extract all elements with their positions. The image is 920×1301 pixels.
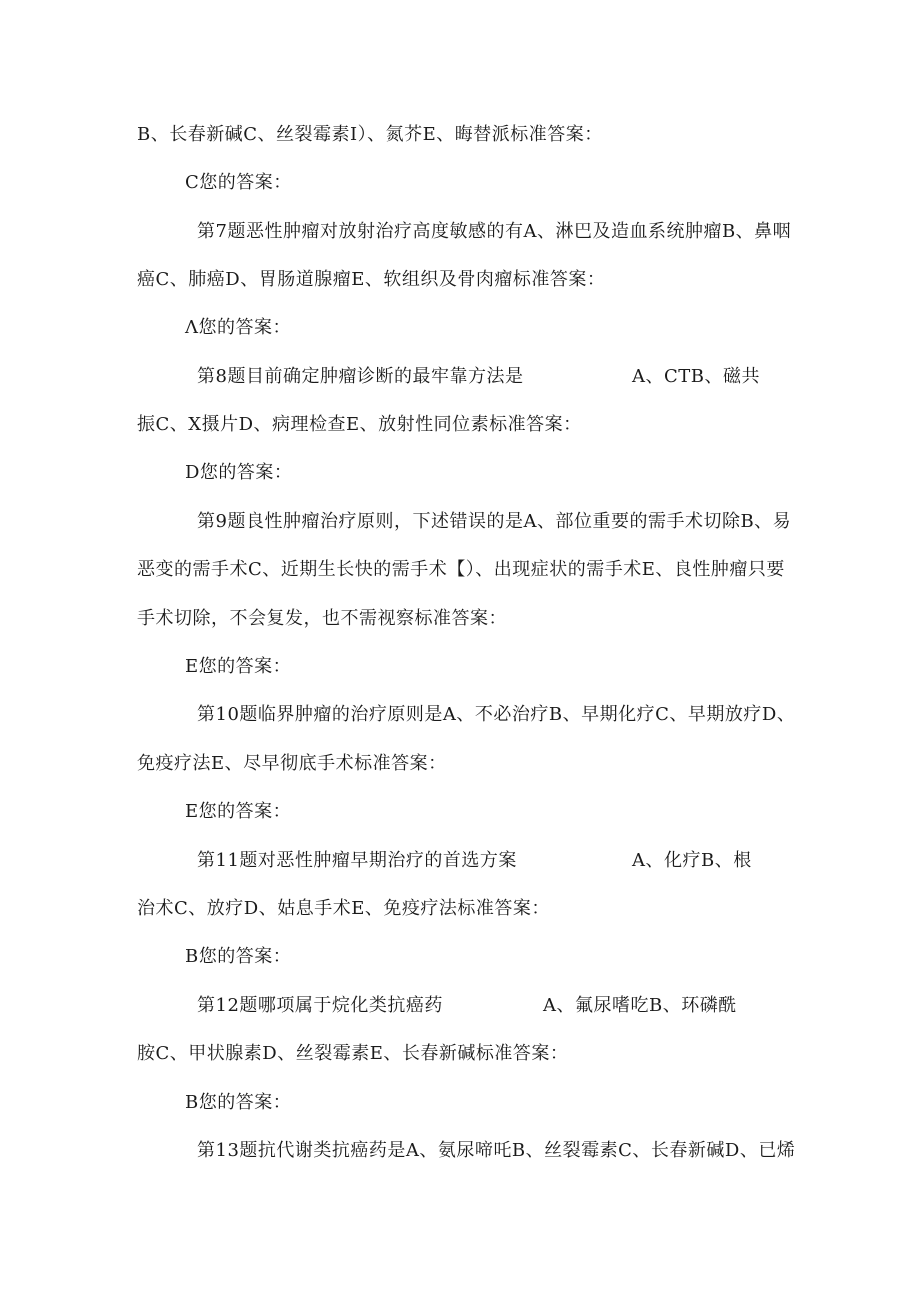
text-line: 第11题对恶性肿瘤早期治疗的首选方案 bbox=[197, 850, 517, 871]
text-line: Λ您的答案： bbox=[185, 317, 291, 338]
text-line: 振C、X摄片D、病理检查E、放射性同位素标准答案： bbox=[137, 414, 582, 435]
text-line: 恶变的需手术C、近期生长快的需手术【）、出现症状的需手术E、良性肿瘤只要 bbox=[137, 559, 785, 580]
text-line: B、长春新碱C、丝裂霉素I）、氮芥E、晦替派标准答案： bbox=[137, 124, 603, 145]
text-line: 癌C、肺癌D、胃肠道腺瘤E、软组织及骨肉瘤标准答案： bbox=[137, 269, 606, 290]
text-line: 第10题临界肿瘤的治疗原则是A、不必治疗B、早期化疗C、早期放疗D、 bbox=[197, 704, 796, 725]
text-line: B您的答案： bbox=[185, 946, 292, 967]
text-line: 第8题目前确定肿瘤诊断的最牢靠方法是 bbox=[197, 366, 524, 387]
text-line: 第7题恶性肿瘤对放射治疗高度敏感的有A、淋巴及造血系统肿瘤B、鼻咽 bbox=[197, 221, 792, 242]
text-line: 治术C、放疗D、姑息手术E、免疫疗法标准答案： bbox=[137, 898, 550, 919]
text-line: 免疫疗法E、尽早彻底手术标准答案： bbox=[137, 753, 447, 774]
text-line: 第12题哪项属于烷化类抗癌药 bbox=[197, 995, 443, 1016]
text-line: C您的答案： bbox=[185, 172, 292, 193]
text-line: D您的答案： bbox=[185, 462, 293, 483]
text-line: 手术切除，不会复发，也不需视察标准答案： bbox=[137, 608, 507, 629]
text-line: A、氟尿嗜吃B、环磷酰 bbox=[543, 995, 737, 1016]
text-line: B您的答案： bbox=[185, 1092, 292, 1113]
text-line: A、CTB、磁共 bbox=[632, 366, 761, 387]
text-line: 胺C、甲状腺素D、丝裂霉素E、长春新碱标准答案： bbox=[137, 1043, 569, 1064]
text-line: 第13题抗代谢类抗癌药是A、氨尿啼吒B、丝裂霉素C、长春新碱D、已烯 bbox=[197, 1140, 796, 1161]
text-line: E您的答案： bbox=[185, 656, 292, 677]
text-line: E您的答案： bbox=[185, 801, 292, 822]
text-line: 第9题良性肿瘤治疗原则，下述错误的是A、部位重要的需手术切除B、易 bbox=[197, 511, 792, 532]
text-line: A、化疗B、根 bbox=[632, 850, 752, 871]
